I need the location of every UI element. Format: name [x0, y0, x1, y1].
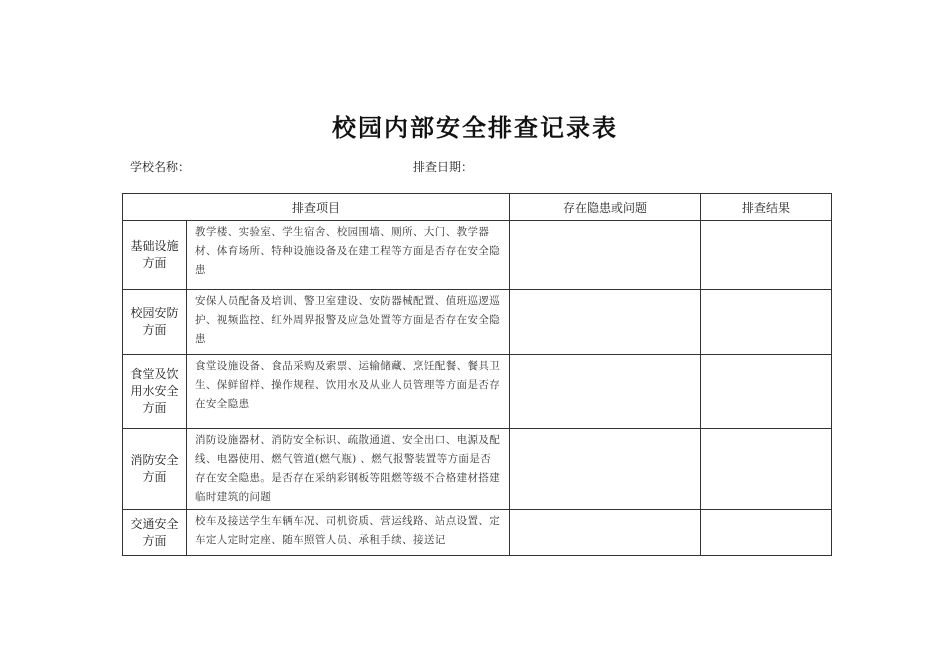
- row-result-cell[interactable]: [701, 290, 832, 355]
- table-row: [123, 221, 832, 290]
- row-description: 安保人员配备及培训、警卫室建设、安防器械配置、值班巡逻巡护、视频监控、红外周界报警及应急处置等方面是否存在安全隐患: [187, 290, 510, 355]
- school-name-label: 学校名称：: [130, 160, 191, 174]
- table-row: [123, 355, 832, 429]
- row-issue-cell[interactable]: [510, 429, 701, 510]
- row-issue-cell[interactable]: [510, 355, 701, 429]
- row-result-cell[interactable]: [701, 429, 832, 510]
- row-category: 校园安防方面: [123, 290, 187, 355]
- inspection-date-label: 排查日期：: [413, 160, 474, 174]
- row-description-text: 校车及接送学生车辆车况、司机资质、营运线路、站点设置、定车定人定时定座、随车照管人员、承租手续、接送记: [195, 515, 501, 546]
- row-result-cell[interactable]: [701, 221, 832, 290]
- row-result-cell[interactable]: [701, 510, 832, 556]
- header-inspection-result: 排查结果: [701, 194, 832, 221]
- row-issue-cell[interactable]: [510, 221, 701, 290]
- table-row: [123, 510, 832, 556]
- table-header-row: [123, 194, 832, 221]
- table-row: [123, 429, 832, 510]
- row-result-cell[interactable]: [701, 355, 832, 429]
- header-hazard-issue: 存在隐患或问题: [510, 194, 701, 221]
- row-issue-cell[interactable]: [510, 510, 701, 556]
- page-title: 校园内部安全排查记录表: [332, 113, 618, 142]
- row-description: 食堂设施设备、食品采购及索票、运输储藏、烹饪配餐、餐具卫生、保鲜留样、操作规程、饮用水及从业人员管理等方面是否存在安全隐患: [187, 355, 510, 429]
- row-description: [187, 510, 510, 556]
- row-category: 消防安全方面: [123, 429, 187, 510]
- row-description: 教学楼、实验室、学生宿舍、校园围墙、厕所、大门、教学器材、体育场所、特种设施设备及在建工程等方面是否存在安全隐患: [187, 221, 510, 290]
- header-inspection-item: 排查项目: [123, 194, 510, 221]
- table-row: [123, 290, 832, 355]
- row-description: 消防设施器材、消防安全标识、疏散通道、安全出口、电源及配线、电器使用、燃气管道(燃气瓶) 、燃气报警装置等方面是否存在安全隐患。是否存在采纳彩钢板等阻燃等级不合格建材搭建临时建筑的问题: [187, 429, 510, 510]
- row-category: 食堂及饮用水安全方面: [123, 355, 187, 429]
- row-category: 基础设施方面: [123, 221, 187, 290]
- inspection-record-table: [122, 193, 832, 556]
- row-issue-cell[interactable]: [510, 290, 701, 355]
- row-category: 交通安全方面: [123, 510, 187, 556]
